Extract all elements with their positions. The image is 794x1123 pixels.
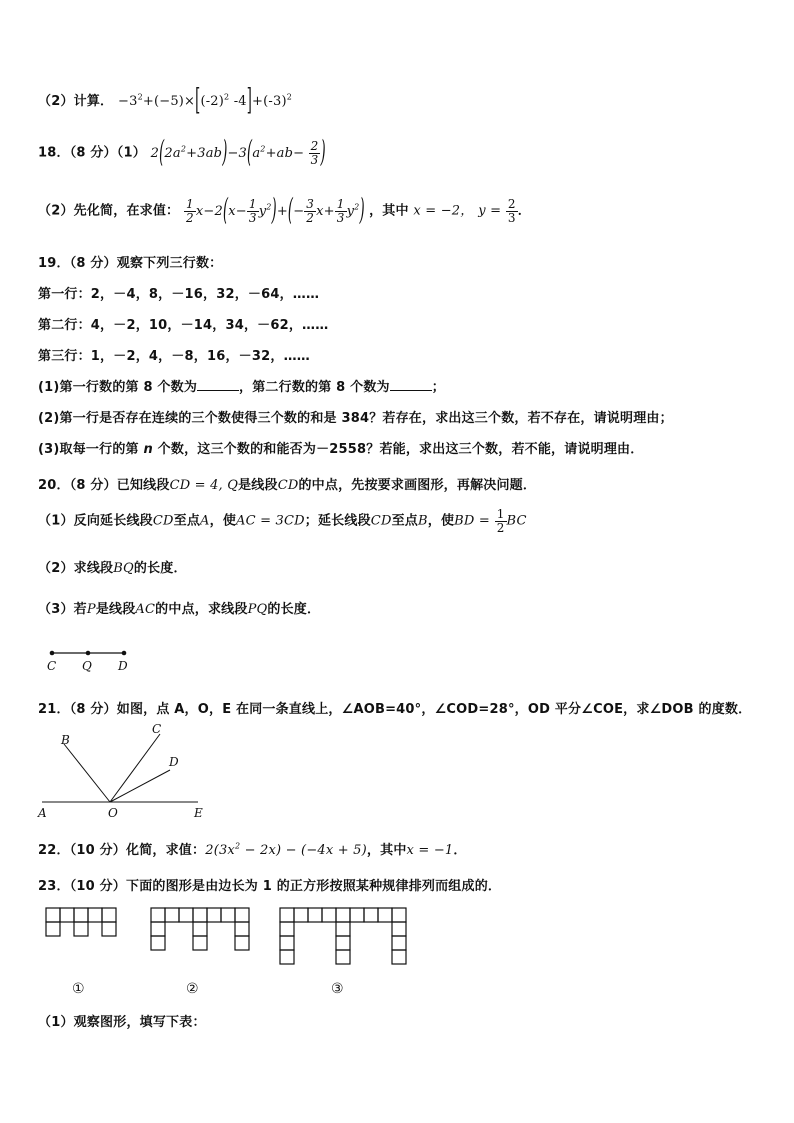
q19-row3: 第三行：1，－2，4，－8，16，－32，…… [38,349,310,364]
q20-part3: （3）若P是线段AC的中点，求线段PQ的长度． [38,602,321,617]
figure-3-label: ③ [331,981,344,997]
q21-question: 21．（8 分）如图，点 A，O，E 在同一条直线上，∠AOB=40°，∠COD=28°，OD 平分∠COE，求∠DOB 的度数． [38,702,752,717]
q18-2-expr: $\frac{1}{2}$ x−2(x− $\frac{1}{3}$ $y^2)+(-$ $\frac{3}{2}$ x+ $\frac{1}{3}$ $y^2$) [185,193,365,229]
q19-row2: 第二行：4，－2，10，－14，34，－62，…… [38,318,329,333]
q17-expr: $-3^2+(-5)\times[(-2)^2$ $-4]+(-3)^2$ [117,84,293,119]
q23-question: 23．（10 分）下面的图形是由边长为 1 的正方形按照某种规律排列而组成的． [38,879,502,894]
q17-part2: （2）计算． $-3^2+(-5)\times[(-2)^2$ $-4]+(-3)^2$ [38,84,293,119]
q20-heading: 20．（8 分）已知线段CD = 4, Q是线段CD的中点，先按要求画图形，再解决问题． [38,478,537,493]
q19-heading: 19．（8 分）观察下列三行数： [38,256,223,271]
q22-question: 22．（10 分）化简，求值：$2(3x^2 - 2x) - (-4x + 5)$，其中x = −1． [38,841,467,858]
figure-2-label: ② [186,981,199,997]
q20-part1: （1）反向延长线段CD至点A，使AC = 3CD；延长线段CD至点B，使BD = $\frac{1}{2}$ BC [38,507,527,535]
q23-part1: （1）观察图形，填写下表： [38,1015,206,1030]
answer-blank-2 [390,379,432,391]
point-e-label: E [194,806,203,820]
point-a-label: A [38,806,47,820]
point-c-label: C [152,722,162,736]
point-c-label: C [47,659,57,673]
point-o-label: O [108,806,118,820]
point-q-label: Q [82,659,92,673]
q18-part1: 18．（8 分）（1） $2(2a^2+3ab)-3(a^2+ab-$ $\frac{2}{3}$ ) [38,135,326,171]
answer-blank-1 [197,379,239,391]
point-d-label: D [118,659,128,673]
q19-part2: (2)第一行是否存在连续的三个数使得三个数的和是 384？若存在，求出这三个数，若不存在，请说明理由； [38,411,673,426]
figure-1-label: ① [72,981,85,997]
q18-expr: $2(2a^2+3ab)-3(a^2+ab-$ $\frac{2}{3}$ ) [150,135,326,171]
q20-part2: （2）求线段BQ的长度． [38,561,187,576]
point-b-label: B [61,733,70,747]
square-pattern-figures [40,905,420,975]
q19-row1: 第一行：2，－4，8，－16，32，－64，…… [38,287,320,302]
q19-part1: (1)第一行数的第 8 个数为 ，第二行数的第 8 个数为 ； [38,380,445,395]
q19-part3: (3)取每一行的第 n 个数，这三个数的和能否为－2558？若能，求出这三个数，若不能，请说明理由． [38,442,644,457]
point-d-label: D [169,755,179,769]
q18-part2: （2）先化简，在求值： $\frac{1}{2}$ x−2(x− $\frac{1}{3}$ $y^2)+(-$ $\frac{3}{2}$ x+ $\frac{1}{3}$ $y^2$) ，其中 x = −2， y = $\frac{2}{3}$ ． [38,193,531,229]
